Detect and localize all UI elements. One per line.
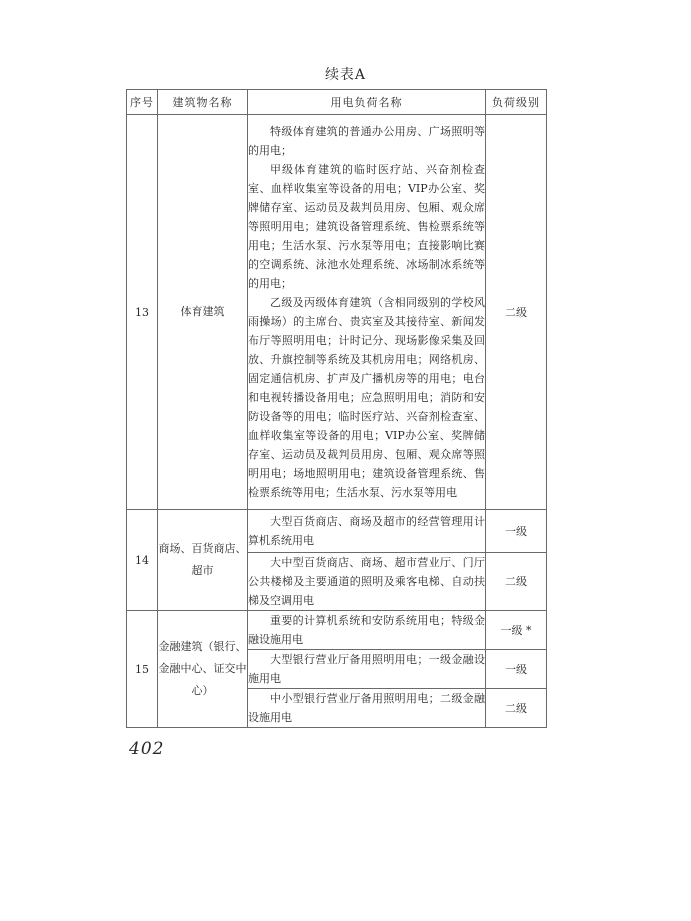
load-grade: 二级 bbox=[486, 553, 547, 611]
load-paragraph: 大型银行营业厅备用照明用电；一级金融设施用电 bbox=[248, 653, 485, 685]
load-paragraph: 甲级体育建筑的临时医疗站、兴奋剂检查室、血样收集室等设备的用电；VIP办公室、奖牌储存室、运动员及裁判员用房、包厢、观众席等照明用电；建筑设备管理系统、售检票系统等用电；生活水泵、污水泵等用电；直接影响比赛的空调系统、泳池水处理系统、冰场制冰系统等的用电； bbox=[248, 163, 485, 290]
table-header-row bbox=[127, 90, 547, 115]
load-paragraph: 中小型银行营业厅备用照明用电；二级金融设施用电 bbox=[248, 692, 485, 724]
load-grade: 一级 bbox=[486, 510, 547, 553]
load-description bbox=[248, 510, 486, 553]
load-description bbox=[248, 689, 486, 728]
row-no: 14 bbox=[127, 510, 158, 611]
building-name: 体育建筑 bbox=[158, 115, 248, 510]
table-row bbox=[127, 115, 547, 510]
header-building-name: 建筑物名称 bbox=[158, 90, 248, 115]
load-grade: 一级 * bbox=[486, 611, 547, 650]
load-grade: 一级 bbox=[486, 650, 547, 689]
load-description bbox=[248, 553, 486, 611]
load-paragraph: 大型百货商店、商场及超市的经营管理用计算机系统用电 bbox=[248, 515, 485, 547]
load-grade: 二级 bbox=[486, 115, 547, 510]
building-name: 商场、百货商店、超市 bbox=[158, 510, 248, 611]
load-paragraph: 大中型百货商店、商场、超市营业厅、门厅公共楼梯及主要通道的照明及乘客电梯、自动扶梯及空调用电 bbox=[248, 556, 485, 607]
load-grade-table bbox=[126, 89, 547, 728]
table-row bbox=[127, 510, 547, 553]
load-paragraph: 重要的计算机系统和安防系统用电；特级金融设施用电 bbox=[248, 614, 485, 646]
header-load-grade: 负荷级别 bbox=[486, 90, 547, 115]
load-description bbox=[248, 611, 486, 650]
building-name: 金融建筑（银行、金融中心、证交中心） bbox=[158, 611, 248, 728]
load-description bbox=[248, 115, 486, 510]
table-row bbox=[127, 611, 547, 650]
page-number: 402 bbox=[129, 739, 165, 759]
table-caption: 续表A bbox=[324, 67, 367, 83]
header-no: 序号 bbox=[127, 90, 158, 115]
row-no: 15 bbox=[127, 611, 158, 728]
header-load-name: 用电负荷名称 bbox=[248, 90, 486, 115]
row-no: 13 bbox=[127, 115, 158, 510]
load-description bbox=[248, 650, 486, 689]
load-paragraph: 特级体育建筑的普通办公用房、广场照明等的用电； bbox=[248, 125, 485, 157]
load-grade: 二级 bbox=[486, 689, 547, 728]
load-paragraph: 乙级及丙级体育建筑（含相同级别的学校风雨操场）的主席台、贵宾室及其接待室、新闻发布厅等照明用电；计时记分、现场影像采集及回放、升旗控制等系统及其机房用电；网络机房、固定通信机房、扩声及广播机房等的用电；电台和电视转播设备用电；应急照明用电；消防和安防设备等的用电；临时医疗站、兴奋剂检查室、血样收集室等设备的用电；VIP办公室、奖牌储存室、运动员及裁判员用房、包厢、观众席等照明用电；场地照明用电；建筑设备管理系统、售检票系统等用电；生活水泵、污水泵等用电 bbox=[248, 296, 485, 499]
